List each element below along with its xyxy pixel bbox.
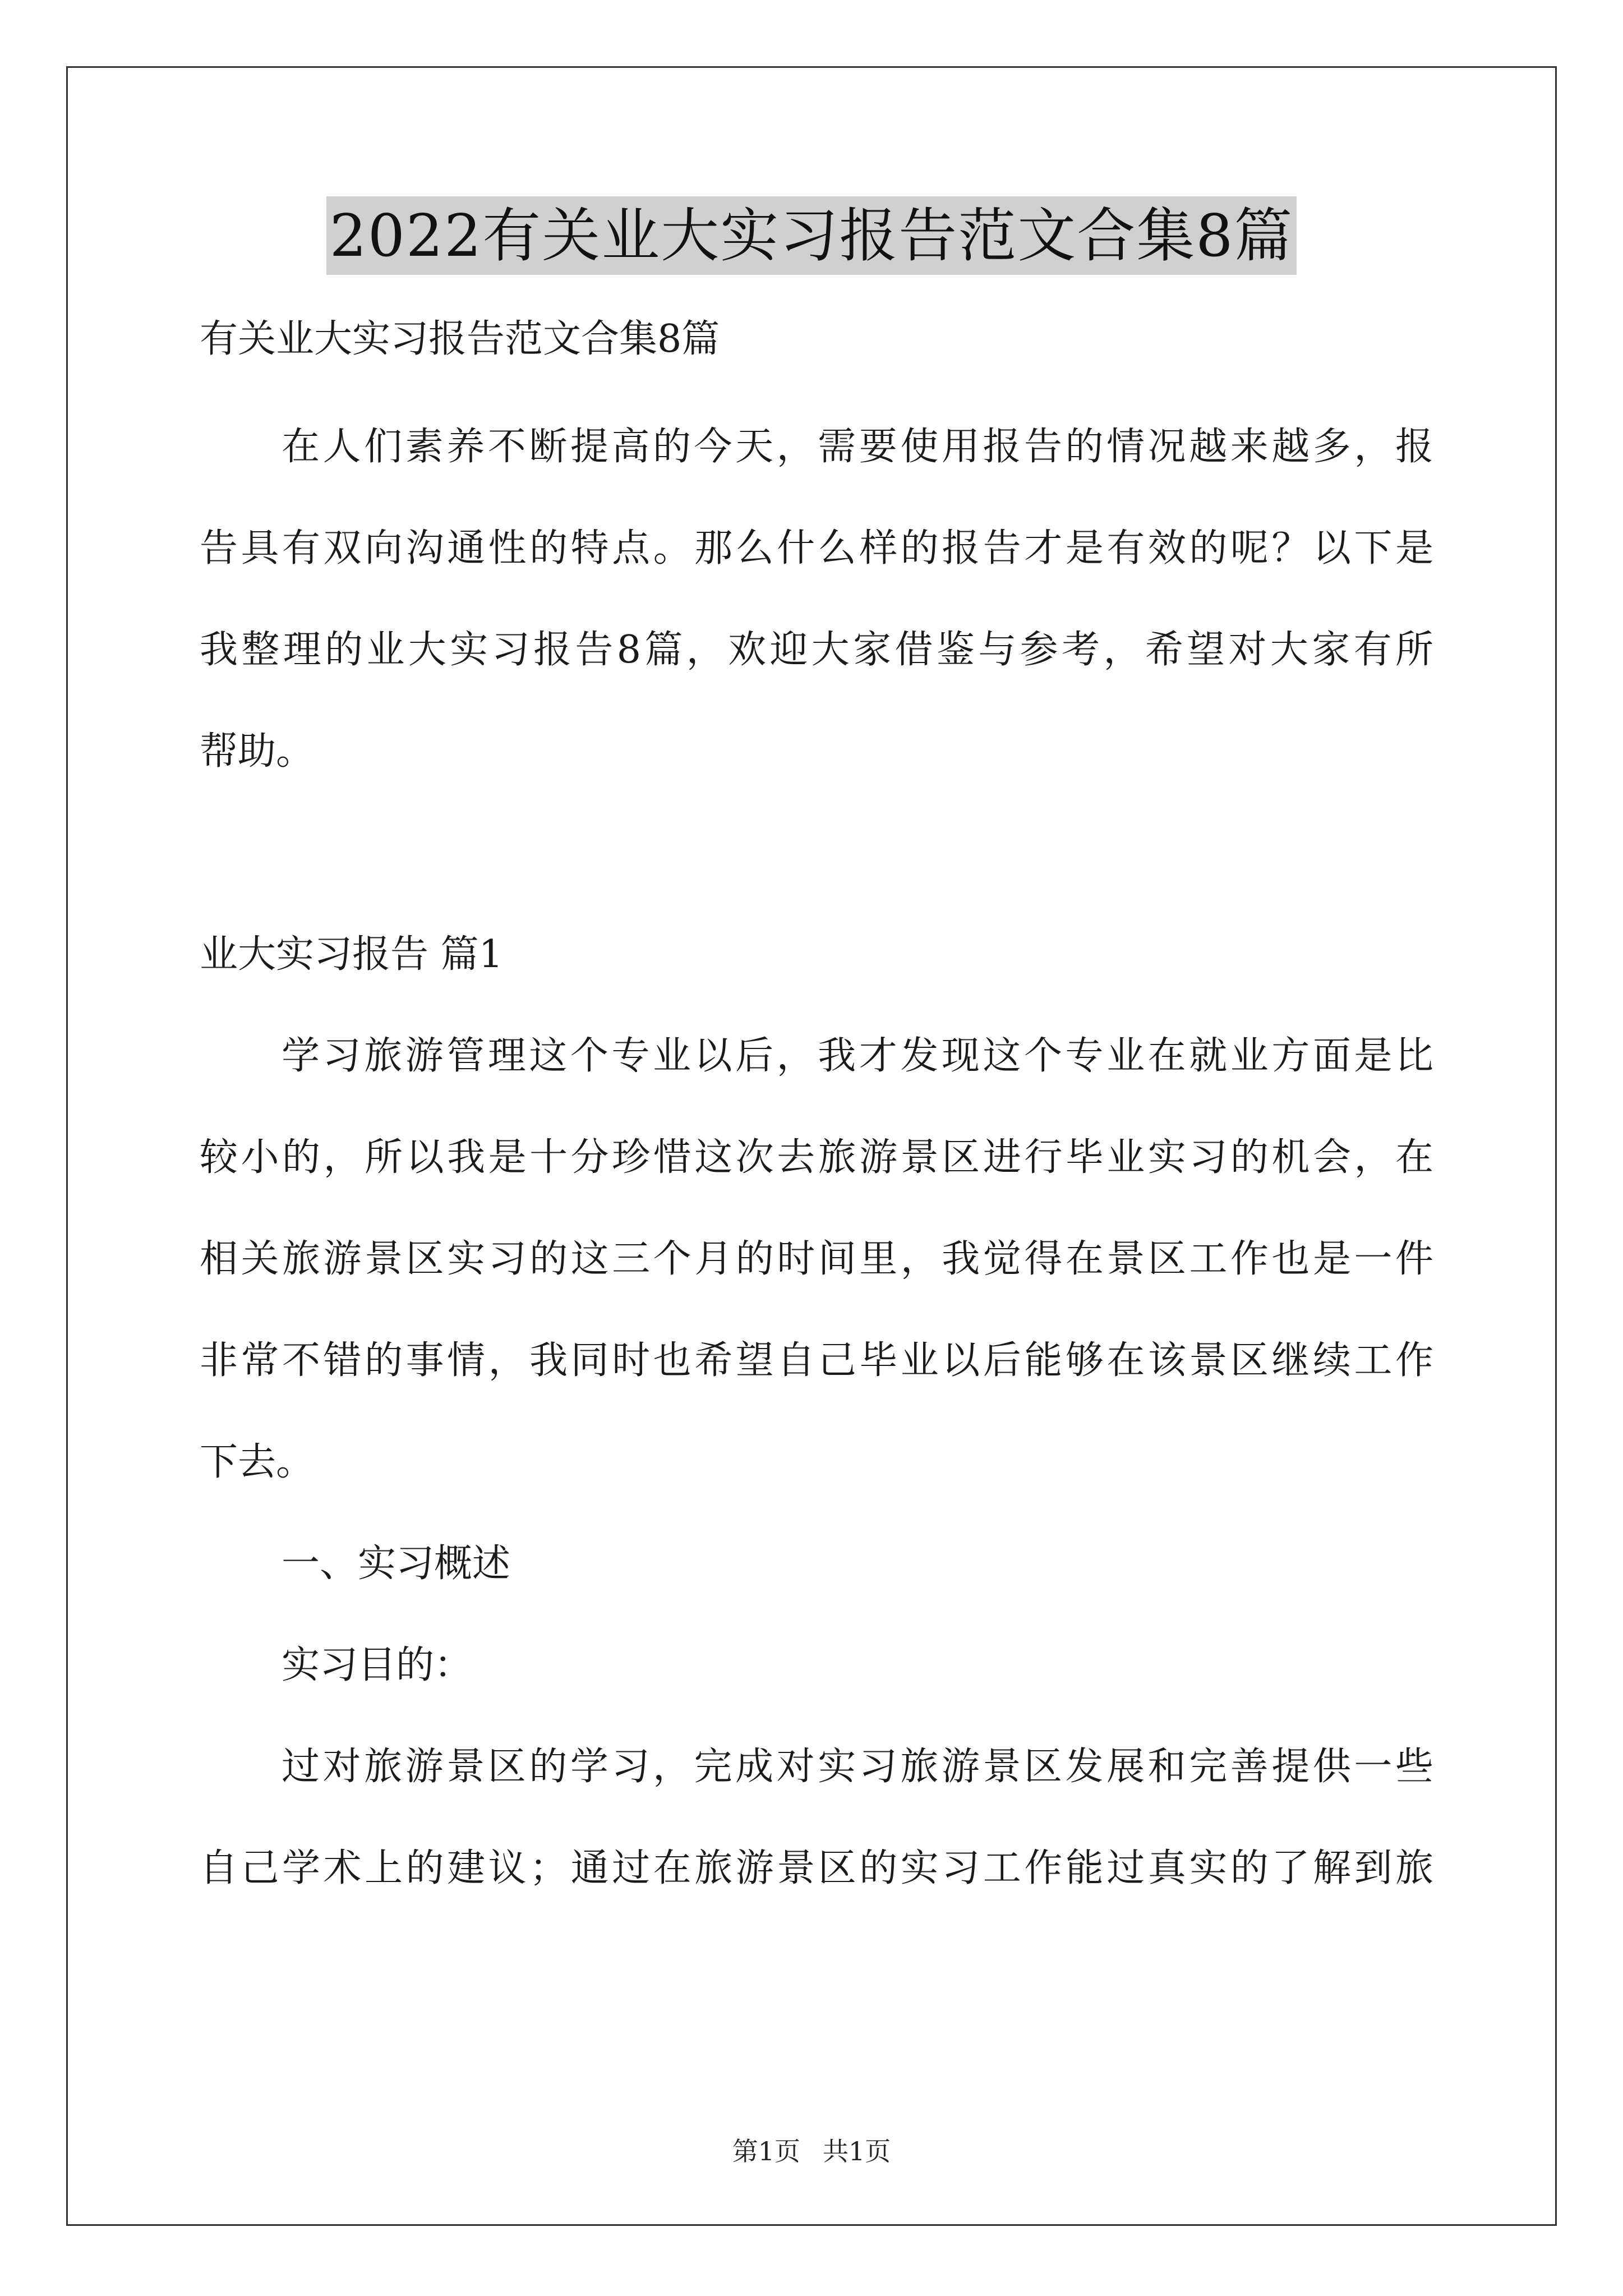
page-total: 共1页 — [823, 2136, 891, 2166]
document-title: 2022有关业大实习报告范文合集8篇 — [326, 196, 1297, 275]
section-heading: 业大实习报告 篇1 — [200, 932, 503, 977]
intro-line: 我整理的业大实习报告8篇，欢迎大家借鉴与参考，希望对大家有所 — [200, 628, 1433, 672]
intro-line: 在人们素养不断提高的今天，需要使用报告的情况越来越多，报 — [282, 425, 1433, 469]
intro-line: 告具有双向沟通性的特点。那么什么样的报告才是有效的呢？以下是 — [200, 526, 1433, 570]
purpose-label: 实习目的： — [282, 1643, 473, 1687]
section-body-line: 学习旅游管理这个专业以后，我才发现这个专业在就业方面是比 — [282, 1034, 1433, 1078]
document-subtitle: 有关业大实习报告范文合集8篇 — [200, 317, 720, 361]
title-container — [0, 196, 1623, 275]
page-number: 第1页 — [732, 2136, 800, 2166]
section-body-line: 下去。 — [200, 1440, 315, 1484]
section-body-line: 较小的，所以我是十分珍惜这次去旅游景区进行毕业实习的机会，在 — [200, 1135, 1433, 1180]
purpose-body-line: 过对旅游景区的学习，完成对实习旅游景区发展和完善提供一些 — [282, 1745, 1433, 1789]
page-footer — [0, 2134, 1623, 2168]
section-body-line: 非常不错的事情，我同时也希望自己毕业以后能够在该景区继续工作 — [200, 1338, 1433, 1383]
intro-line: 帮助。 — [200, 729, 315, 774]
purpose-body-line: 自己学术上的建议；通过在旅游景区的实习工作能过真实的了解到旅 — [200, 1846, 1433, 1890]
section-body-line: 相关旅游景区实习的这三个月的时间里，我觉得在景区工作也是一件 — [200, 1237, 1433, 1281]
subheading: 一、实习概述 — [282, 1542, 511, 1586]
